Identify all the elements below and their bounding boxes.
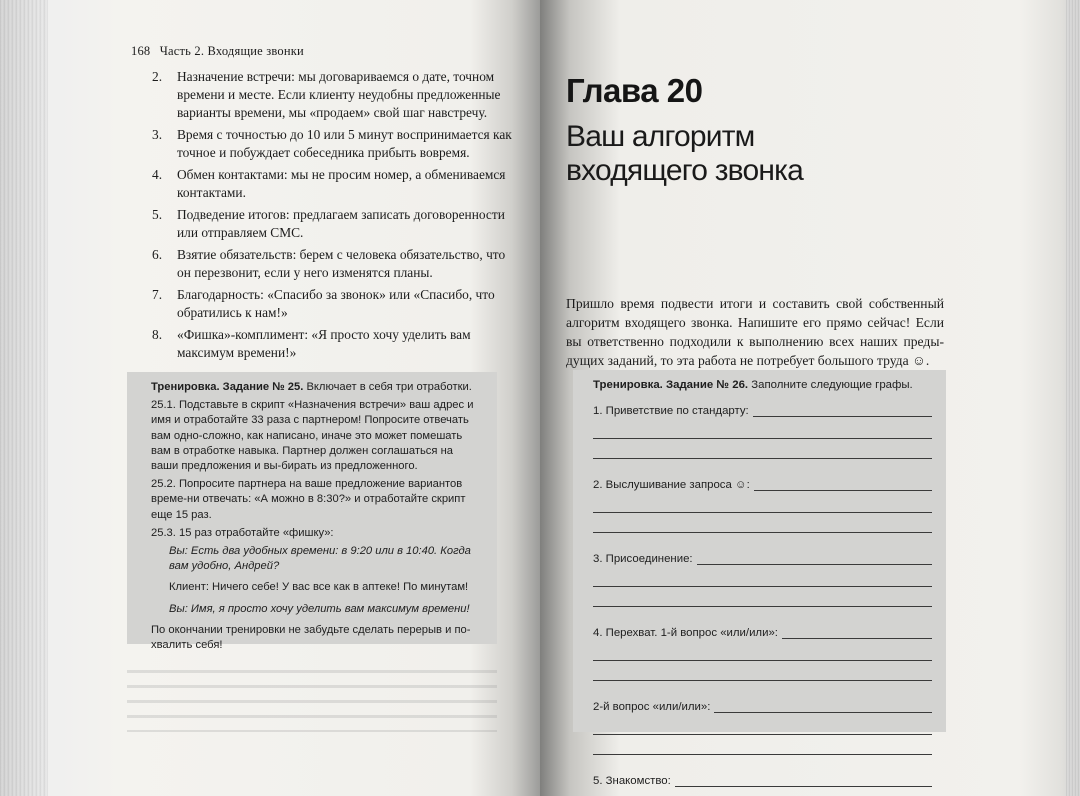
- form-field: [593, 473, 932, 491]
- training-heading: Тренировка. Задание № 25. Включает в себя три отработки.: [151, 381, 472, 393]
- training-step: 25.2. Попросите партнера на ваше предложение вариантов време-ни отвечать: «А можно в 8:30?» и отработайте скрипт еще 15 раз.: [151, 478, 466, 521]
- blank-line: [675, 774, 932, 787]
- numbered-list: [152, 68, 512, 366]
- list-item: 6. Взятие обязательств: берем с человека обязательство, что он перезвонит, если у него изменятся планы.: [152, 247, 506, 280]
- blank-line: [782, 626, 932, 639]
- blank-line: [714, 700, 932, 713]
- blank-line: [593, 513, 932, 533]
- field-label: 2. Выслушивание запроса ☺:: [593, 479, 750, 491]
- chapter-title: Ваш алгоритм входящего звонка: [566, 120, 803, 187]
- blank-line: [593, 587, 932, 607]
- dialog-line: Клиент: Ничего себе! У вас все как в аптеке! По минутам!: [169, 581, 469, 594]
- blank-line: [753, 404, 932, 417]
- page-edges: [0, 0, 48, 796]
- blank-line: [697, 552, 932, 565]
- training-box-26: [573, 370, 946, 787]
- field-label: 4. Перехват. 1-й вопрос «или/или»:: [593, 627, 778, 639]
- form-field: [593, 621, 932, 639]
- form-field: [593, 769, 932, 787]
- form-field: [593, 695, 932, 713]
- show-through-text: [127, 662, 497, 732]
- blank-line: [593, 439, 932, 459]
- training-step: 25.1. Подставьте в скрипт «Назначения встречи» ваш адрес и имя и отработайте 33 раза с партнером! Попросите отвечать вам одно-сложно, как написано, иначе это может помешать вам в отработке навыка. Партнер должен соглашаться на ваши предложения и вы-бирать из предложенного.: [151, 399, 474, 473]
- blank-line: [593, 641, 932, 661]
- chapter-number: Глава 20: [566, 72, 703, 109]
- page-number: 168: [131, 44, 151, 58]
- blank-line: [593, 493, 932, 513]
- intro-paragraph: Пришло время подвести итоги и составить свой собственный алгоритм входящего звонка. Напишите его прямо сейчас! Если вы ответственно подходили к выполнению всех наших преды-дущих заданий, то эта работа не потребует большого труда ☺.: [566, 295, 944, 368]
- form-field: [593, 399, 932, 417]
- blank-line: [593, 735, 932, 755]
- blank-line: [754, 478, 932, 491]
- list-item: 3. Время с точностью до 10 или 5 минут воспринимается как точное и побуждает собеседника прибыть вовремя.: [152, 127, 512, 160]
- training-step: 25.3. 15 раз отработайте «фишку»:: [151, 526, 334, 539]
- dialog-line: Вы: Есть два удобных времени: в 9:20 или в 10:40. Когда вам удобно, Андрей?: [169, 545, 471, 573]
- section-title: Часть 2. Входящие звонки: [159, 44, 304, 58]
- form-field: [593, 547, 932, 565]
- blank-line: [593, 567, 932, 587]
- list-item: 4. Обмен контактами: мы не просим номер, а обмениваемся контактами.: [152, 167, 506, 200]
- list-item: 2. Назначение встречи: мы договариваемся о дате, точном времени и месте. Если клиенту неудобны предложенные варианты времени, мы «продаем» свой шаг навстречу.: [152, 69, 501, 120]
- training-heading: Тренировка. Задание № 26. Заполните следующие графы.: [593, 379, 913, 391]
- training-note: По окончании тренировки не забудьте сделать перерыв и по-хвалить себя!: [151, 623, 471, 652]
- page-edges: [1066, 0, 1080, 796]
- blank-line: [593, 661, 932, 681]
- blank-line: [593, 419, 932, 439]
- blank-line: [593, 789, 932, 796]
- list-item: 8. «Фишка»-комплимент: «Я просто хочу уделить вам максимум времени!»: [152, 327, 471, 360]
- training-box-25: [127, 372, 497, 652]
- field-label: 1. Приветствие по стандарту:: [593, 405, 749, 417]
- field-label: 3. Присоединение:: [593, 553, 693, 565]
- list-item: 7. Благодарность: «Спасибо за звонок» или «Спасибо, что обратились к нам!»: [152, 287, 495, 320]
- running-head: [131, 44, 304, 59]
- field-label: 5. Знакомство:: [593, 775, 671, 787]
- blank-line: [593, 715, 932, 735]
- list-item: 5. Подведение итогов: предлагаем записать договоренности или отправляем СМС.: [152, 207, 505, 240]
- field-label: 2-й вопрос «или/или»:: [593, 701, 711, 713]
- dialog-line: Вы: Имя, я просто хочу уделить вам максимум времени!: [169, 602, 470, 615]
